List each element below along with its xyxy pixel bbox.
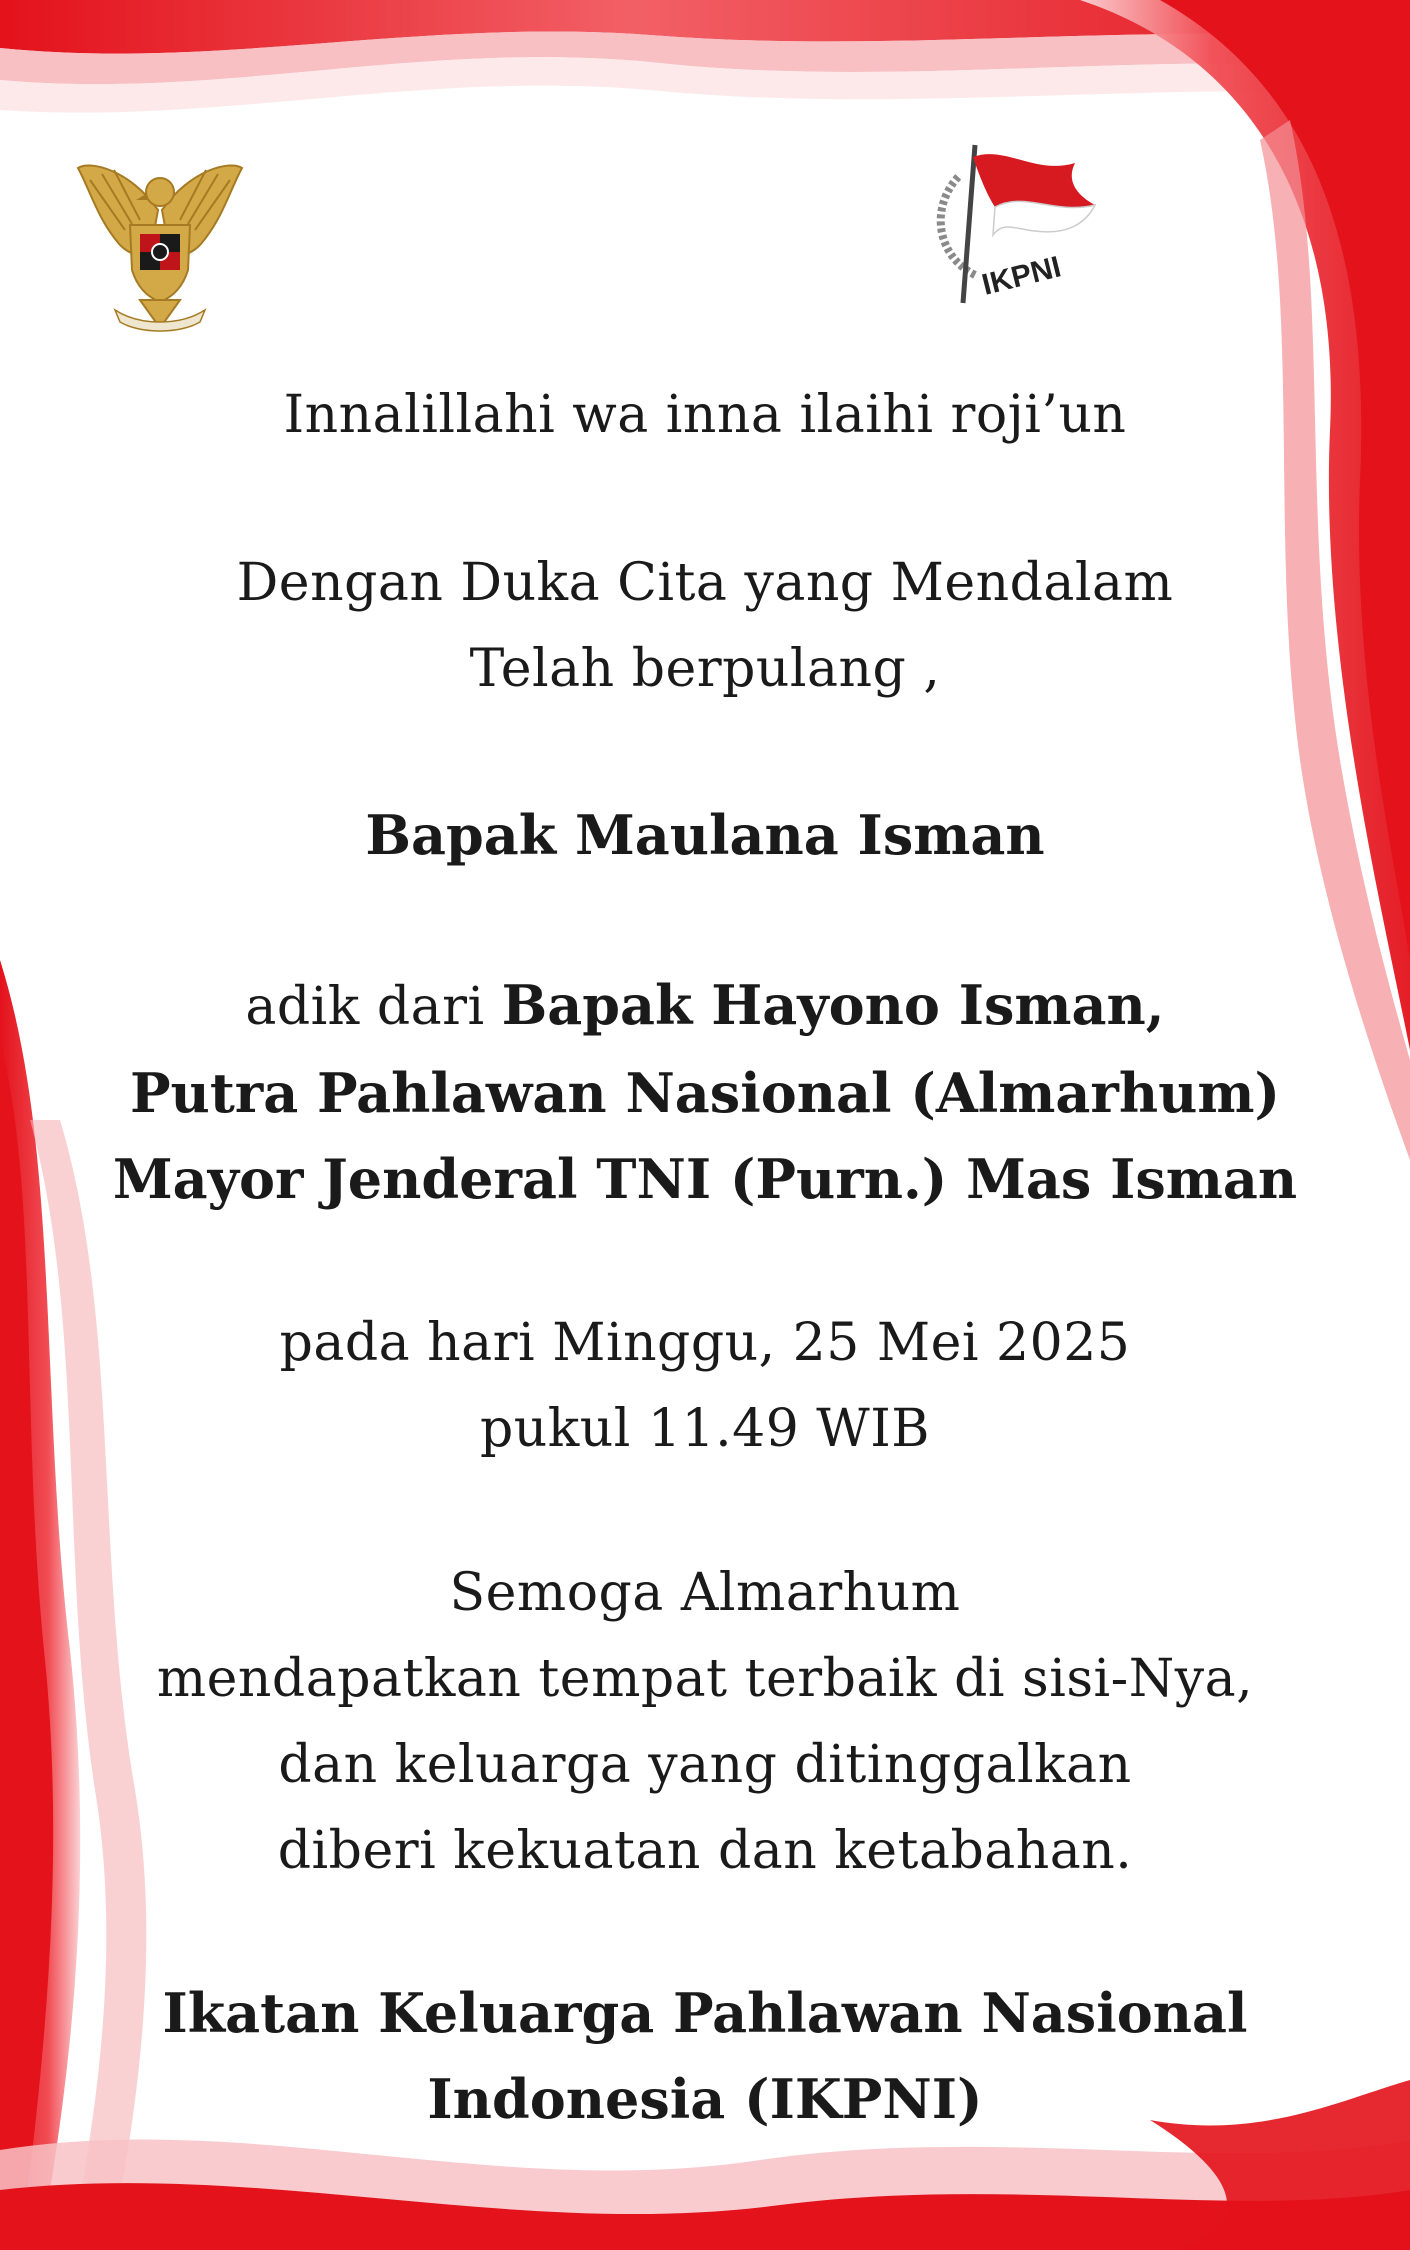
ikpni-flag-icon [915, 135, 1125, 315]
greeting-text [0, 372, 1410, 458]
relation-line-1 [0, 962, 1410, 1050]
signature-line-2: Indonesia (IKPNI) [427, 2067, 983, 2131]
condolence-line-1: Dengan Duka Cita yang Mendalam [236, 553, 1174, 613]
signature-line-1: Ikatan Keluarga Pahlawan Nasional [162, 1981, 1248, 2045]
prayer-line-4: diberi kekuatan dan ketabahan. [277, 1821, 1133, 1881]
hour-line: pukul 11.49 WIB [479, 1399, 931, 1459]
time-block [0, 1300, 1410, 1472]
greeting-line: Innalillahi wa inna ilaihi roji’un [283, 385, 1127, 445]
relation-prefix: adik dari [245, 977, 502, 1037]
relation-sibling: Bapak Hayono Isman, [501, 973, 1165, 1037]
signature-block [0, 1970, 1410, 2142]
condolence-line-2: Telah berpulang , [469, 639, 941, 699]
garuda-pancasila-icon [70, 150, 250, 340]
deceased-name-text: Bapak Maulana Isman [365, 803, 1045, 867]
prayer-block [0, 1550, 1410, 1894]
prayer-line-3: dan keluarga yang ditinggalkan [278, 1735, 1132, 1795]
prayer-line-2: mendapatkan tempat terbaik di sisi-Nya, [156, 1649, 1254, 1709]
relation-line-3: Mayor Jenderal TNI (Purn.) Mas Isman [112, 1147, 1298, 1211]
deceased-name [0, 792, 1410, 878]
condolence-block [0, 540, 1410, 712]
ikpni-logo-text: IKPNI [978, 250, 1065, 302]
relation-block [0, 962, 1410, 1222]
relation-line-2: Putra Pahlawan Nasional (Almarhum) [129, 1061, 1281, 1125]
date-line: pada hari Minggu, 25 Mei 2025 [279, 1313, 1131, 1373]
prayer-line-1: Semoga Almarhum [449, 1563, 961, 1623]
